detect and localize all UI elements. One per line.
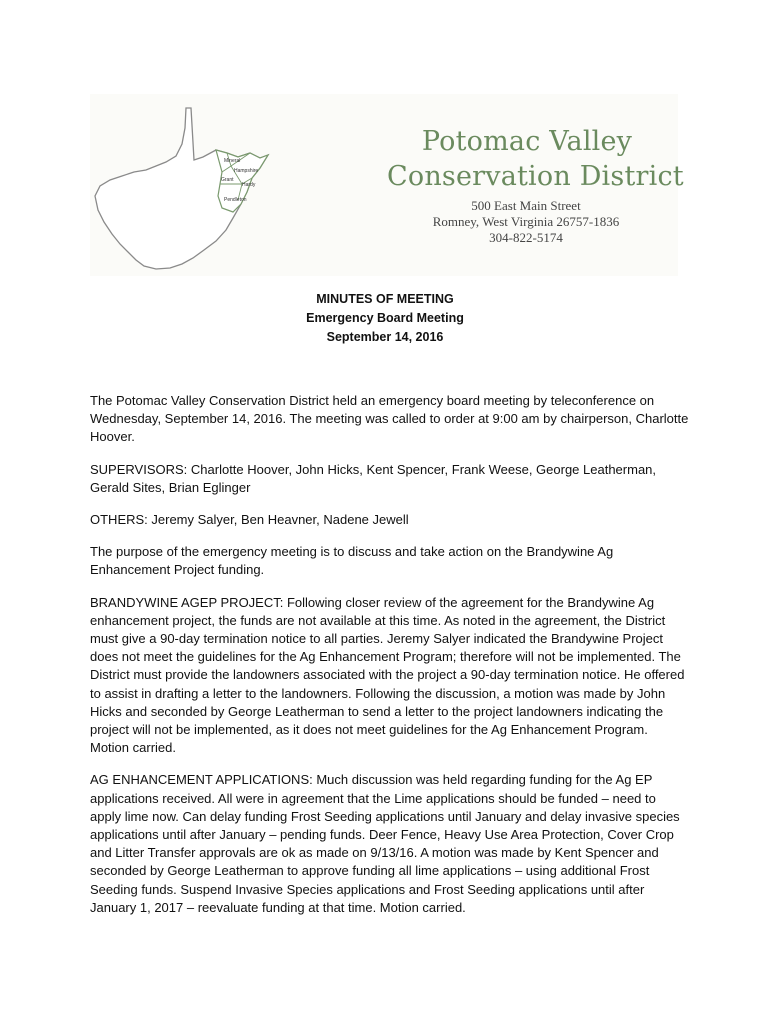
paragraph-ag-enhancement: AG ENHANCEMENT APPLICATIONS: Much discussion was held regarding funding for the Ag EP applications received. All were in agreement that the Lime applications should be funded – need to apply lime now. Can delay funding Frost Seeding applications until January and delay invasive species applications until after January – pending funds. Deer Fence, Heavy Use Area Protection, Cover Crop and Litter Transfer approvals are ok as made on 9/13/16. A motion was made by Kent Spencer and seconded by George Leatherman to approve funding all lime applications – using additional Frost Seeding funds. Suspend Invasive Species applications and Frost Seeding applications until after January 1, 2017 – reevaluate funding at that time. Motion carried. [90,772,680,915]
heading-title: MINUTES OF MEETING [316,292,454,306]
paragraph-others: OTHERS: Jeremy Salyer, Ben Heavner, Nadene Jewell [90,512,409,528]
heading-date: September 14, 2016 [326,330,444,344]
address-city: Romney, West Virginia 26757-1836 [432,214,620,229]
paragraph-purpose: The purpose of the emergency meeting is to discuss and take action on the Brandywine Ag Enhancement Project funding. [90,544,614,578]
map-label-pendleton: Pendleton [224,197,247,203]
map-label-mineral: Mineral [224,158,241,164]
map-label-hardy: Hardy [242,182,256,188]
paragraph-brandywine-project: BRANDYWINE AGEP PROJECT: Following closer review of the agreement for the Brandywine Ag enhancement project, the funds are not available at this time. As noted in the agreement, the District must give a 90-day termination notice to all parties. Jeremy Salyer indicated the Brandywine Project does not meet the guidelines for the Ag Enhancement Program; therefore will not be implemented. The District must provide the landowners associated with the project a 90-day termination notice. He offered to assist in drafting a letter to the landowners. Following the discussion, a motion was made by John Hicks and seconded by George Leatherman to send a letter to the project landowners indicating the project will not be implemented, as it does not meet guidelines for the Ag Enhancement Program. Motion carried. [90,594,685,756]
organization-address [390,198,662,246]
address-street: 500 East Main Street [471,198,581,213]
organization-name [387,124,684,194]
org-name-line1: Potomac Valley [421,126,633,157]
west-virginia-map-icon [90,100,390,276]
document-body [90,392,690,931]
document-heading [90,290,680,347]
address-phone: 304-822-5174 [489,230,563,245]
paragraph-opening: The Potomac Valley Conservation District held an emergency board meeting by teleconference on Wednesday, September 14, 2016. The meeting was called to order at 9:00 am by chairperson, Charlotte Hoover. [90,393,689,445]
map-label-hampshire: Hampshire [234,168,259,174]
letterhead [90,94,684,276]
org-name-line2: Conservation District [387,161,684,192]
heading-meeting-type: Emergency Board Meeting [306,311,464,325]
map-label-grant: Grant [221,177,234,183]
paragraph-supervisors: SUPERVISORS: Charlotte Hoover, John Hicks, Kent Spencer, Frank Weese, George Leatherman, Gerald Sites, Brian Eglinger [90,461,657,495]
